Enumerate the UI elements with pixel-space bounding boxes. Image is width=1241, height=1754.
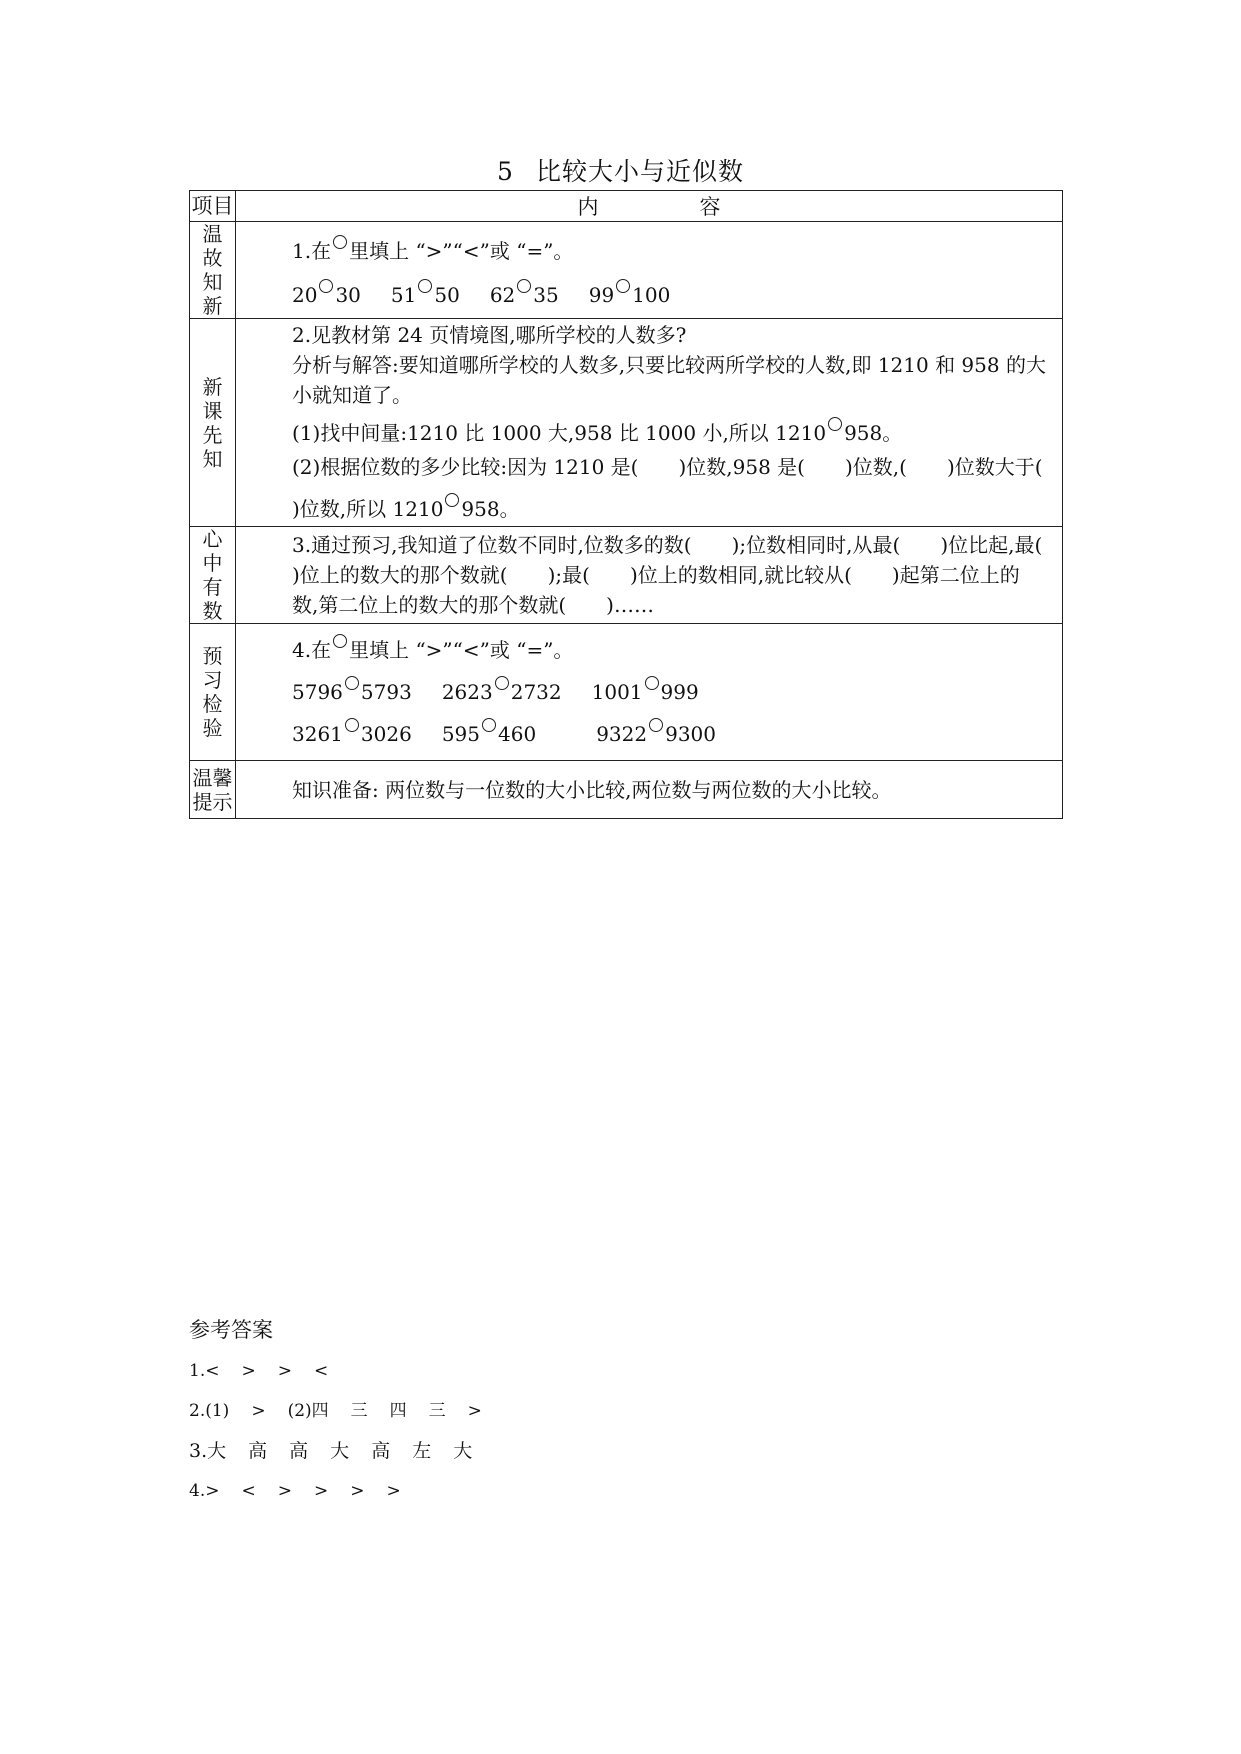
answer-heading: 参考答案 bbox=[189, 1318, 273, 1342]
summary-line-2: )位上的数大的那个数就( );最( )位上的数相同,就比较从( )起第二位上的 bbox=[292, 563, 1020, 587]
answer-line-4: 4.> < > > > > bbox=[189, 1481, 401, 1501]
circle-icon[interactable] bbox=[649, 718, 663, 732]
circle-icon[interactable] bbox=[345, 676, 359, 690]
table-row bbox=[190, 222, 1063, 319]
circle-icon[interactable] bbox=[616, 279, 630, 293]
circle-icon bbox=[333, 634, 347, 648]
row-label: 心 中 有 数 bbox=[190, 527, 236, 624]
table-row bbox=[190, 319, 1063, 527]
circle-icon[interactable] bbox=[517, 279, 531, 293]
compare-pairs: 20 30 51 50 62 35 99 100 bbox=[292, 278, 1062, 312]
circle-icon[interactable] bbox=[319, 279, 333, 293]
row-content bbox=[236, 527, 1063, 624]
table-row bbox=[190, 761, 1063, 819]
answer-key bbox=[189, 1315, 504, 1519]
circle-icon[interactable] bbox=[828, 417, 842, 431]
question-4: 4.在 里填上 “>”“<”或 “=”。 bbox=[292, 633, 1062, 667]
row-label: 新 课 先 知 bbox=[190, 319, 236, 527]
row-label: 温 故 知 新 bbox=[190, 222, 236, 319]
compare-pairs-row-1: 5796 5793 2623 2732 1001 999 bbox=[292, 675, 1062, 709]
table-header-row bbox=[190, 191, 1063, 222]
analysis-line-1: 分析与解答:要知道哪所学校的人数多,只要比较两所学校的人数,即 1210 和 958 的大 bbox=[292, 352, 1046, 377]
row-content bbox=[236, 624, 1063, 761]
circle-icon[interactable] bbox=[445, 493, 459, 507]
tip-text: 知识准备: 两位数与一位数的大小比较,两位数与两位数的大小比较。 bbox=[292, 777, 892, 802]
table-row bbox=[190, 624, 1063, 761]
summary-line-1: 3.通过预习,我知道了位数不同时,位数多的数( );位数相同时,从最( )位比起,最( bbox=[292, 533, 1043, 557]
row-label: 预 习 检 验 bbox=[190, 624, 236, 761]
summary-line-3: 数,第二位上的数大的那个数就( )…… bbox=[292, 593, 654, 617]
circle-icon[interactable] bbox=[418, 279, 432, 293]
header-item: 项目 bbox=[190, 191, 236, 222]
answer-line-3: 3.大 高 高 大 高 左 大 bbox=[189, 1440, 473, 1462]
question-1: 1.在 里填上 “>”“<”或 “=”。 bbox=[292, 234, 1062, 268]
circle-icon[interactable] bbox=[645, 676, 659, 690]
title-text: 比较大小与近似数 bbox=[535, 157, 744, 186]
answer-line-1: 1.< > > < bbox=[189, 1361, 329, 1381]
circle-icon[interactable] bbox=[482, 718, 496, 732]
step-1: (1)找中间量:1210 比 1000 大,958 比 1000 小,所以 1210 958。 bbox=[292, 416, 1062, 450]
question-2: 2.见教材第 24 页情境图,哪所学校的人数多? bbox=[292, 322, 687, 347]
analysis-line-2: 小就知道了。 bbox=[292, 382, 412, 407]
row-label: 温馨 提示 bbox=[190, 761, 236, 819]
lesson-table bbox=[189, 190, 1063, 819]
step-2-cont: )位数,所以 1210 958。 bbox=[292, 492, 1062, 526]
title-number: 5 bbox=[497, 157, 514, 186]
page-title bbox=[0, 155, 1241, 189]
compare-pairs-row-2: 3261 3026 595 460 9322 9300 bbox=[292, 717, 1062, 751]
circle-icon bbox=[333, 235, 347, 249]
header-content: 内 容 bbox=[236, 191, 1063, 222]
row-content bbox=[236, 222, 1063, 319]
row-content bbox=[236, 319, 1063, 527]
circle-icon[interactable] bbox=[495, 676, 509, 690]
answer-line-2: 2.(1) > (2)四 三 四 三 > bbox=[189, 1401, 482, 1421]
step-2: (2)根据位数的多少比较:因为 1210 是( )位数,958 是( )位数,( )位数大于( bbox=[292, 454, 1043, 479]
row-content bbox=[236, 761, 1063, 819]
circle-icon[interactable] bbox=[345, 718, 359, 732]
table-row bbox=[190, 527, 1063, 624]
